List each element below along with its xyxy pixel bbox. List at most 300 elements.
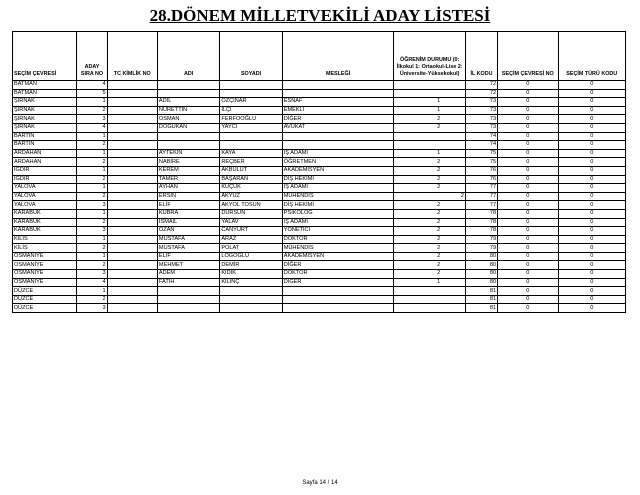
cell-soyadi: REÇBER [220,158,282,167]
ogrenim-value: 2 [437,175,441,182]
cell-secim-cevresi: OSMANİYE [13,270,77,279]
header-adi: ADI [157,32,219,81]
cell-secim-cevresi: KARABÜK [13,209,77,218]
cell-tc-kimlik-no [107,218,157,227]
cell-il-kodu: 78 [465,218,497,227]
cell-aday-sira-no: 2 [77,218,107,227]
cell-soyadi: KILINÇ [220,278,282,287]
cell-ogrenim-durumu [394,184,465,193]
cell-secim-turu-kodu: 0 [558,98,626,107]
cell-il-kodu: 80 [465,278,497,287]
cell-secim-cevresi: ŞIRNAK [13,106,77,115]
cell-ogrenim-durumu [394,158,465,167]
cell-secim-cevresi-no: 0 [498,278,558,287]
cell-adi: NABİRE [157,158,219,167]
cell-aday-sira-no: 1 [77,235,107,244]
table-row [13,235,626,244]
table-row [13,192,626,201]
cell-adi: MEHMET [157,261,219,270]
ogrenim-value: 2 [437,210,441,217]
cell-tc-kimlik-no [107,106,157,115]
cell-adi [157,81,219,90]
cell-ogrenim-durumu [394,192,465,201]
cell-meslegi: ÖĞRETMEN [282,158,394,167]
cell-secim-turu-kodu: 0 [558,261,626,270]
cell-meslegi [282,287,394,296]
cell-secim-turu-kodu: 0 [558,295,626,304]
table-row [13,89,626,98]
cell-secim-cevresi-no: 0 [498,270,558,279]
cell-il-kodu: 77 [465,184,497,193]
cell-secim-cevresi-no: 0 [498,81,558,90]
cell-il-kodu: 74 [465,132,497,141]
cell-tc-kimlik-no [107,98,157,107]
page-number: Sayfa 14 / 14 [302,480,338,486]
cell-il-kodu: 73 [465,123,497,132]
ogrenim-value: 1 [437,98,441,105]
cell-secim-cevresi-no: 0 [498,304,558,313]
cell-meslegi [282,304,394,313]
cell-ogrenim-durumu [394,98,465,107]
cell-secim-cevresi-no: 0 [498,106,558,115]
cell-adi [157,141,219,150]
cell-adi: OSMAN [157,115,219,124]
cell-secim-cevresi: YALOVA [13,184,77,193]
header-secim-cevresi: SEÇİM ÇEVRESİ [13,32,77,81]
cell-aday-sira-no: 1 [77,184,107,193]
cell-il-kodu: 73 [465,115,497,124]
cell-secim-turu-kodu: 0 [558,227,626,236]
cell-adi: FATİH [157,278,219,287]
cell-il-kodu: 72 [465,81,497,90]
cell-secim-turu-kodu: 0 [558,175,626,184]
cell-secim-cevresi-no: 0 [498,201,558,210]
cell-meslegi: DİŞ HEKİMİ [282,175,394,184]
cell-secim-cevresi-no: 0 [498,89,558,98]
cell-tc-kimlik-no [107,270,157,279]
table-row [13,132,626,141]
cell-secim-cevresi-no: 0 [498,209,558,218]
cell-il-kodu: 77 [465,201,497,210]
cell-meslegi [282,81,394,90]
cell-soyadi: AKYOL TOSUN [220,201,282,210]
cell-secim-cevresi: DÜZCE [13,287,77,296]
cell-tc-kimlik-no [107,115,157,124]
cell-meslegi: AVUKAT [282,123,394,132]
ogrenim-value: 2 [437,253,441,260]
cell-soyadi [220,81,282,90]
cell-meslegi: EMEKLİ [282,106,394,115]
cell-il-kodu: 79 [465,235,497,244]
cell-soyadi: AKYÜZ [220,192,282,201]
cell-secim-cevresi: IĞDIR [13,175,77,184]
cell-secim-cevresi-no: 0 [498,244,558,253]
cell-il-kodu: 79 [465,244,497,253]
cell-secim-turu-kodu: 0 [558,252,626,261]
table-body [13,81,626,313]
cell-adi: ADİL [157,98,219,107]
cell-tc-kimlik-no [107,304,157,313]
cell-soyadi: DURSUN [220,209,282,218]
table-row [13,149,626,158]
cell-aday-sira-no: 1 [77,166,107,175]
cell-il-kodu: 78 [465,209,497,218]
ogrenim-value-alt: 2 [460,192,464,199]
cell-meslegi [282,295,394,304]
cell-aday-sira-no: 3 [77,227,107,236]
cell-aday-sira-no: 3 [77,304,107,313]
ogrenim-value: 2 [437,235,441,242]
cell-aday-sira-no: 2 [77,106,107,115]
cell-meslegi: DİĞER [282,115,394,124]
cell-aday-sira-no: 1 [77,252,107,261]
ogrenim-value: 2 [437,158,441,165]
cell-secim-cevresi: ŞIRNAK [13,115,77,124]
cell-secim-cevresi: OSMANİYE [13,278,77,287]
cell-soyadi: BAŞARAN [220,175,282,184]
ogrenim-value: 2 [437,115,441,122]
cell-meslegi [282,141,394,150]
cell-adi: OZAN [157,227,219,236]
cell-adi: ELİF [157,201,219,210]
table-row [13,304,626,313]
cell-soyadi: KIDIK [220,270,282,279]
header-ogrenim-durumu: ÖĞRENİM DURUMU (0: İlkokul 1: Ortaokul-Lise 2: Üniversite-Yüksekokul) [394,32,465,81]
cell-adi [157,295,219,304]
table-row [13,295,626,304]
cell-ogrenim-durumu [394,175,465,184]
cell-tc-kimlik-no [107,81,157,90]
cell-secim-cevresi: ŞIRNAK [13,123,77,132]
cell-il-kodu: 80 [465,261,497,270]
cell-secim-cevresi-no: 0 [498,132,558,141]
table-header-row [13,32,626,81]
cell-aday-sira-no: 2 [77,295,107,304]
cell-ogrenim-durumu [394,261,465,270]
cell-il-kodu: 76 [465,166,497,175]
cell-secim-cevresi: BARTIN [13,141,77,150]
cell-il-kodu: 72 [465,89,497,98]
cell-soyadi: ÖZÇINAR [220,98,282,107]
cell-ogrenim-durumu [394,132,465,141]
cell-tc-kimlik-no [107,261,157,270]
cell-ogrenim-durumu [394,295,465,304]
cell-ogrenim-durumu [394,244,465,253]
cell-secim-turu-kodu: 0 [558,287,626,296]
cell-ogrenim-durumu [394,287,465,296]
cell-ogrenim-durumu [394,149,465,158]
cell-soyadi: YAYCI [220,123,282,132]
ogrenim-value: 2 [437,261,441,268]
cell-secim-turu-kodu: 0 [558,209,626,218]
cell-meslegi: DİŞ HEKİMİ [282,201,394,210]
header-aday-sira-no: ADAY SIRA NO [77,32,107,81]
cell-adi: KEREM [157,166,219,175]
cell-ogrenim-durumu [394,123,465,132]
cell-adi: AYTEKİN [157,149,219,158]
cell-secim-turu-kodu: 0 [558,278,626,287]
cell-il-kodu: 81 [465,287,497,296]
cell-soyadi: AKBULUT [220,166,282,175]
header-secim-cevresi-no: SEÇİM ÇEVRESİ NO [498,32,558,81]
cell-secim-turu-kodu: 0 [558,158,626,167]
cell-tc-kimlik-no [107,278,157,287]
cell-ogrenim-durumu [394,166,465,175]
table-row [13,106,626,115]
cell-adi: İSMAİL [157,218,219,227]
cell-secim-turu-kodu: 0 [558,304,626,313]
cell-secim-cevresi: OSMANİYE [13,261,77,270]
table-row [13,278,626,287]
cell-meslegi: PSİKOLOG [282,209,394,218]
cell-secim-turu-kodu: 0 [558,106,626,115]
cell-tc-kimlik-no [107,295,157,304]
cell-adi: TAMER [157,175,219,184]
ogrenim-value: 2 [437,201,441,208]
cell-soyadi: CANYURT [220,227,282,236]
cell-meslegi: YÖNETİCİ [282,227,394,236]
cell-meslegi: AKADEMİSYEN [282,252,394,261]
cell-soyadi: KAYA [220,149,282,158]
cell-tc-kimlik-no [107,287,157,296]
cell-tc-kimlik-no [107,149,157,158]
cell-secim-cevresi: KİLİS [13,235,77,244]
cell-aday-sira-no: 2 [77,244,107,253]
cell-meslegi: İŞ ADAMI [282,218,394,227]
cell-secim-cevresi: DÜZCE [13,304,77,313]
cell-secim-cevresi: YALOVA [13,201,77,210]
cell-tc-kimlik-no [107,166,157,175]
cell-il-kodu: 74 [465,141,497,150]
cell-ogrenim-durumu [394,209,465,218]
ogrenim-value: 1 [437,107,441,114]
cell-meslegi: MÜHENDİS [282,244,394,253]
cell-secim-cevresi: ARDAHAN [13,149,77,158]
table-row [13,158,626,167]
cell-aday-sira-no: 3 [77,270,107,279]
cell-ogrenim-durumu [394,218,465,227]
cell-secim-cevresi: ŞIRNAK [13,98,77,107]
cell-soyadi: İLÇİ [220,106,282,115]
cell-secim-cevresi-no: 0 [498,295,558,304]
cell-tc-kimlik-no [107,201,157,210]
cell-tc-kimlik-no [107,158,157,167]
cell-il-kodu: 81 [465,295,497,304]
header-tc-kimlik-no: TC KİMLİK NO [107,32,157,81]
cell-adi [157,132,219,141]
cell-aday-sira-no: 2 [77,141,107,150]
cell-secim-cevresi-no: 0 [498,175,558,184]
cell-adi: KÜBRA [157,209,219,218]
table-row [13,287,626,296]
cell-il-kodu: 75 [465,149,497,158]
table-row [13,209,626,218]
cell-secim-cevresi: OSMANİYE [13,252,77,261]
cell-secim-cevresi-no: 0 [498,252,558,261]
cell-soyadi: YALAV [220,218,282,227]
cell-il-kodu: 73 [465,98,497,107]
cell-ogrenim-durumu [394,201,465,210]
ogrenim-value: 2 [437,244,441,251]
table-row [13,261,626,270]
cell-secim-cevresi-no: 0 [498,166,558,175]
cell-tc-kimlik-no [107,235,157,244]
cell-tc-kimlik-no [107,123,157,132]
cell-il-kodu: 81 [465,304,497,313]
ogrenim-value: 2 [437,167,441,174]
cell-ogrenim-durumu [394,235,465,244]
cell-il-kodu: 80 [465,252,497,261]
cell-adi: ERSİN [157,192,219,201]
cell-aday-sira-no: 1 [77,209,107,218]
cell-tc-kimlik-no [107,227,157,236]
cell-il-kodu: 78 [465,227,497,236]
cell-secim-cevresi-no: 0 [498,227,558,236]
cell-secim-cevresi: YALOVA [13,192,77,201]
ogrenim-value: 2 [437,184,441,191]
cell-aday-sira-no: 1 [77,149,107,158]
cell-soyadi [220,295,282,304]
cell-meslegi [282,132,394,141]
header-il-kodu: İL KODU [465,32,497,81]
cell-soyadi [220,287,282,296]
cell-secim-turu-kodu: 0 [558,149,626,158]
cell-adi [157,89,219,98]
cell-meslegi: DİĞER [282,261,394,270]
cell-secim-cevresi-no: 0 [498,261,558,270]
cell-adi: ELİF [157,252,219,261]
cell-soyadi [220,141,282,150]
cell-aday-sira-no: 1 [77,287,107,296]
cell-secim-cevresi: DÜZCE [13,295,77,304]
cell-secim-turu-kodu: 0 [558,192,626,201]
cell-il-kodu: 77 [465,192,497,201]
cell-secim-turu-kodu: 0 [558,270,626,279]
table-row [13,81,626,90]
header-soyadi: SOYADI [220,32,282,81]
cell-meslegi: İŞ ADAMI [282,149,394,158]
table-row [13,201,626,210]
header-secim-turu-kodu: SEÇİM TÜRÜ KODU [558,32,626,81]
cell-il-kodu: 76 [465,175,497,184]
cell-ogrenim-durumu [394,106,465,115]
cell-secim-cevresi-no: 0 [498,184,558,193]
cell-tc-kimlik-no [107,141,157,150]
cell-aday-sira-no: 3 [77,201,107,210]
cell-aday-sira-no: 5 [77,89,107,98]
cell-secim-turu-kodu: 0 [558,115,626,124]
table-row [13,123,626,132]
cell-adi: MUSTAFA [157,235,219,244]
cell-tc-kimlik-no [107,209,157,218]
cell-secim-turu-kodu: 0 [558,123,626,132]
ogrenim-value: 2 [437,270,441,277]
cell-secim-turu-kodu: 0 [558,235,626,244]
cell-secim-cevresi-no: 0 [498,287,558,296]
table-row [13,98,626,107]
cell-secim-cevresi: BATMAN [13,81,77,90]
cell-adi [157,287,219,296]
cell-aday-sira-no: 4 [77,81,107,90]
cell-ogrenim-durumu [394,270,465,279]
cell-soyadi [220,89,282,98]
cell-secim-turu-kodu: 0 [558,166,626,175]
cell-ogrenim-durumu [394,115,465,124]
table-row [13,115,626,124]
cell-tc-kimlik-no [107,132,157,141]
table-row [13,218,626,227]
table-row [13,252,626,261]
cell-adi: AYHAN [157,184,219,193]
ogrenim-value: 1 [437,150,441,157]
cell-soyadi: ARAZ [220,235,282,244]
cell-ogrenim-durumu [394,81,465,90]
cell-secim-cevresi-no: 0 [498,149,558,158]
cell-ogrenim-durumu [394,278,465,287]
cell-adi [157,304,219,313]
table-row [13,175,626,184]
cell-secim-cevresi: IĞDIR [13,166,77,175]
cell-meslegi [282,89,394,98]
cell-ogrenim-durumu [394,227,465,236]
ogrenim-value: 1 [437,278,441,285]
cell-secim-cevresi: KARABÜK [13,227,77,236]
cell-secim-turu-kodu: 0 [558,81,626,90]
cell-meslegi: DOKTOR [282,270,394,279]
cell-soyadi [220,304,282,313]
cell-adi: NURETTİN [157,106,219,115]
cell-secim-turu-kodu: 0 [558,132,626,141]
cell-secim-cevresi-no: 0 [498,218,558,227]
cell-tc-kimlik-no [107,192,157,201]
cell-ogrenim-durumu [394,141,465,150]
cell-soyadi: KÜÇÜK [220,184,282,193]
cell-adi: ADEM [157,270,219,279]
cell-aday-sira-no: 2 [77,192,107,201]
cell-soyadi: POLAT [220,244,282,253]
cell-secim-turu-kodu: 0 [558,184,626,193]
cell-secim-cevresi: BARTIN [13,132,77,141]
cell-il-kodu: 75 [465,158,497,167]
cell-aday-sira-no: 2 [77,175,107,184]
table-row [13,244,626,253]
cell-meslegi: MÜHENDİS [282,192,394,201]
cell-il-kodu: 73 [465,106,497,115]
cell-secim-cevresi: KARABÜK [13,218,77,227]
ogrenim-value: 2 [437,227,441,234]
cell-aday-sira-no: 1 [77,132,107,141]
cell-ogrenim-durumu [394,252,465,261]
cell-aday-sira-no: 2 [77,158,107,167]
cell-meslegi: DİĞER [282,278,394,287]
table-row [13,270,626,279]
table-row [13,141,626,150]
cell-aday-sira-no: 3 [77,115,107,124]
table-row [13,227,626,236]
cell-secim-cevresi: KİLİS [13,244,77,253]
cell-secim-turu-kodu: 0 [558,141,626,150]
table-row [13,166,626,175]
cell-soyadi: DEMİR [220,261,282,270]
cell-ogrenim-durumu [394,304,465,313]
cell-meslegi: AKADEMİSYEN [282,166,394,175]
cell-tc-kimlik-no [107,89,157,98]
cell-aday-sira-no: 1 [77,98,107,107]
cell-meslegi: DOKTOR [282,235,394,244]
cell-soyadi: FERFOOĞLU [220,115,282,124]
cell-soyadi [220,132,282,141]
cell-secim-turu-kodu: 0 [558,218,626,227]
